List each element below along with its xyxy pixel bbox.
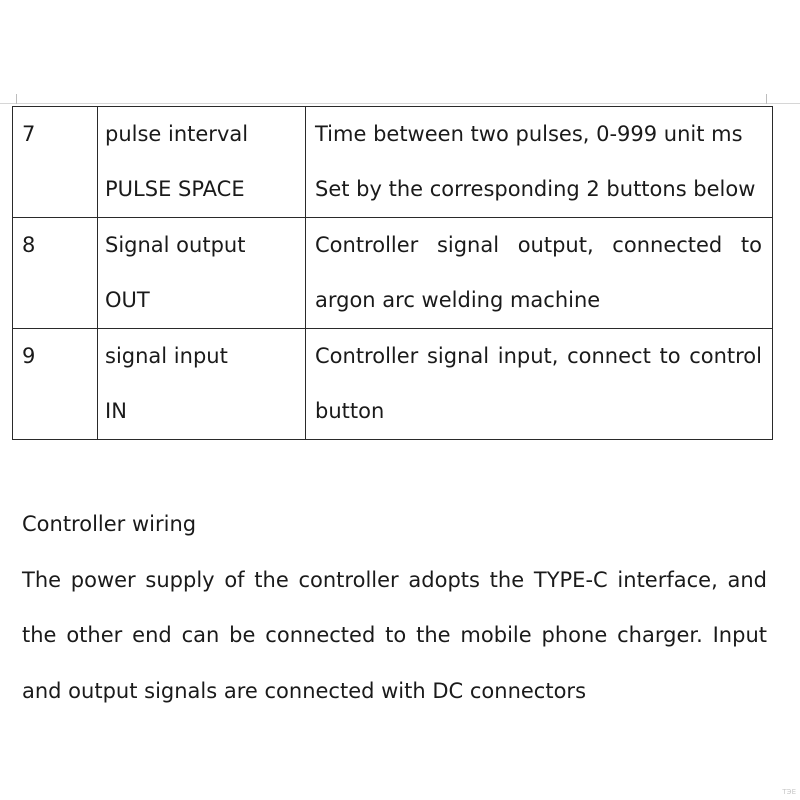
parameter-description — [306, 107, 773, 218]
description-line: button — [315, 399, 385, 423]
parameter-name-line: IN — [105, 399, 127, 423]
parameter-name-line: Signal output — [105, 233, 246, 257]
paragraph-line: The power supply of the controller adopts the TYPE-C interface, and — [22, 567, 767, 592]
description-line: Set by the corresponding 2 buttons below — [315, 177, 756, 201]
table-row — [13, 218, 773, 329]
section-heading: Controller wiring — [22, 512, 197, 536]
wiring-section — [22, 497, 767, 719]
parameter-name-line: signal input — [105, 344, 228, 368]
row-number-text: 8 — [22, 233, 36, 257]
parameter-name-line: OUT — [105, 288, 150, 312]
table-row — [13, 329, 773, 440]
page-margin-guide — [0, 103, 800, 104]
parameter-name — [98, 218, 306, 329]
parameter-description — [306, 329, 773, 440]
parameter-description — [306, 218, 773, 329]
paragraph-line: and output signals are connected with DC connectors — [22, 678, 587, 703]
description-line: Controller signal output, connected to — [315, 233, 762, 257]
paragraph-line: the other end can be connected to the mobile phone charger. Input — [22, 623, 767, 647]
watermark: ТЭЕ — [782, 788, 796, 796]
table-row — [13, 107, 773, 218]
parameter-name-line: pulse interval — [105, 122, 249, 146]
row-number-text: 7 — [22, 122, 36, 146]
description-line: Time between two pulses, 0-999 unit ms — [315, 122, 743, 146]
row-number — [13, 218, 98, 329]
parameter-name — [98, 107, 306, 218]
margin-corner-mark-right — [766, 94, 767, 104]
row-number — [13, 107, 98, 218]
parameter-name — [98, 329, 306, 440]
row-number — [13, 329, 98, 440]
description-line: Controller signal input, connect to control — [315, 344, 762, 368]
spec-table — [12, 106, 773, 440]
row-number-text: 9 — [22, 344, 36, 368]
margin-corner-mark-left — [16, 94, 17, 104]
parameter-name-line: PULSE SPACE — [105, 177, 245, 201]
description-line: argon arc welding machine — [315, 288, 601, 312]
